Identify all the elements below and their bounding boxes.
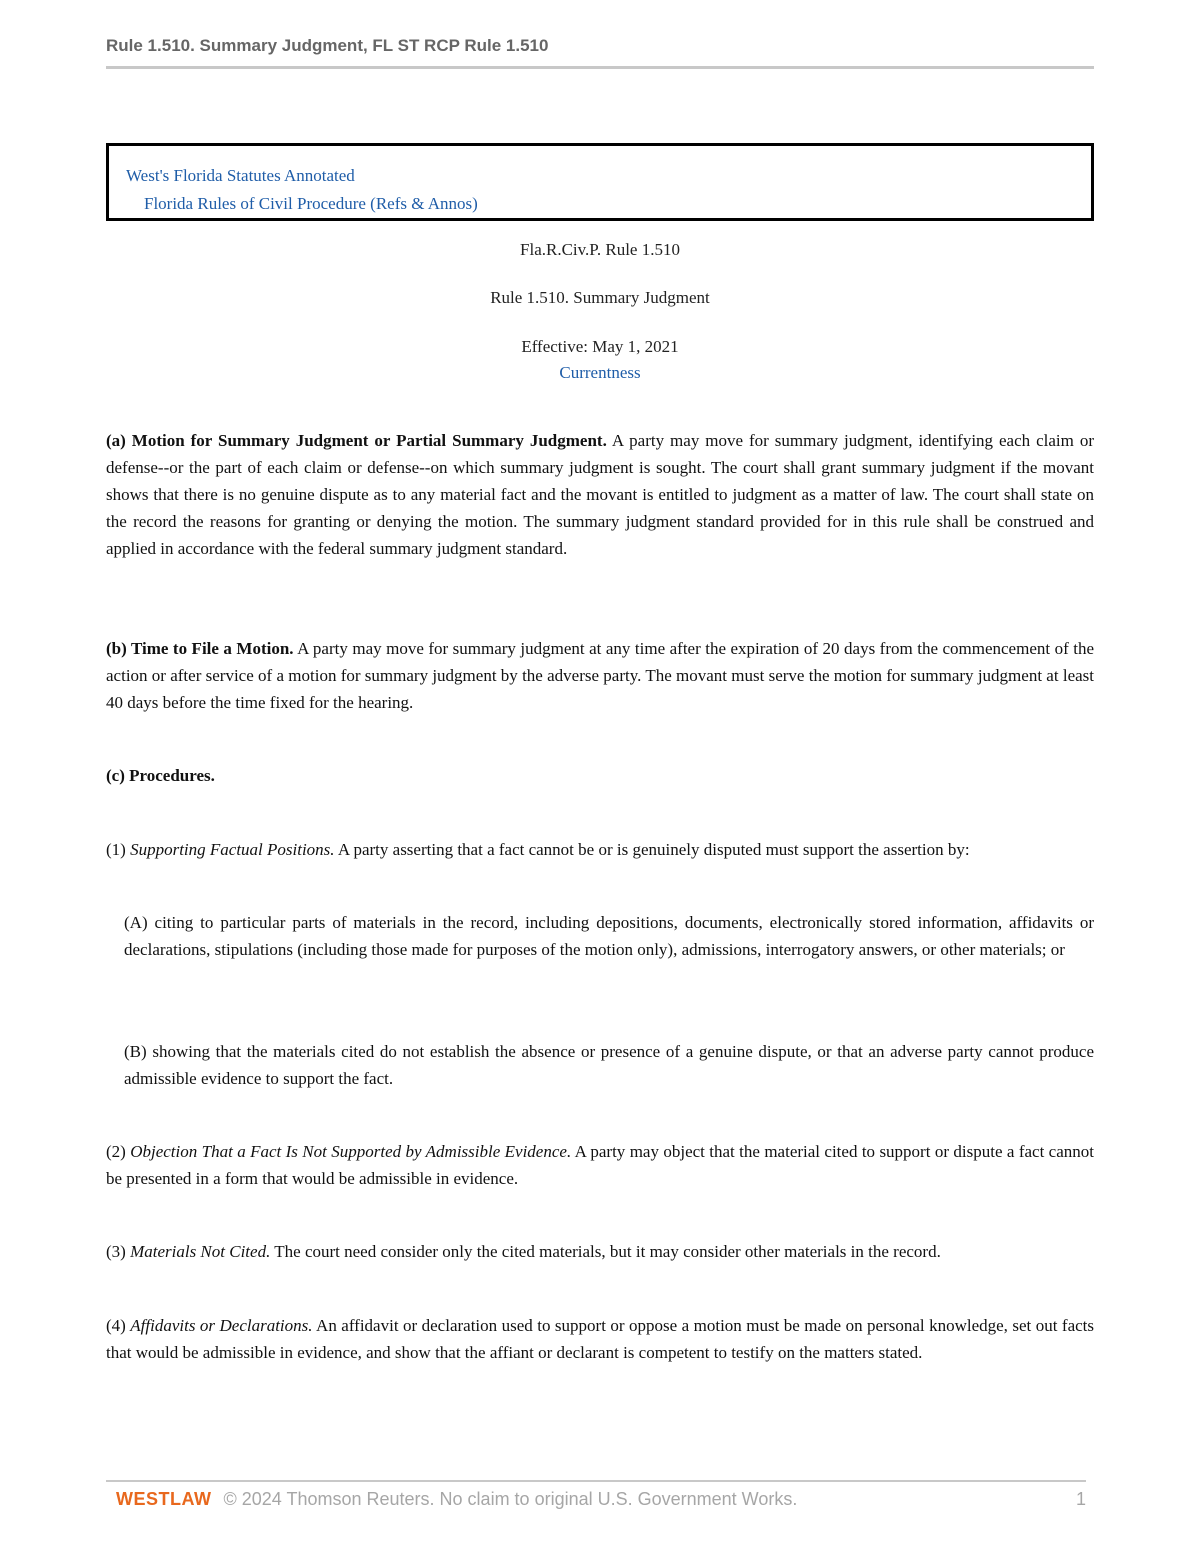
source-link-statutes[interactable]: West's Florida Statutes Annotated (126, 166, 355, 185)
westlaw-logo: WESTLAW (116, 1489, 212, 1509)
copyright-text: © 2024 Thomson Reuters. No claim to original U.S. Government Works. (223, 1489, 798, 1509)
c3-title: Materials Not Cited. (130, 1242, 271, 1261)
paragraph-c1-B: (B) showing that the materials cited do not establish the absence or presence of a genuine dispute, or that an adverse party cannot produce admissible evidence to support the fact. (124, 1042, 1094, 1088)
paragraph-c3 (106, 1238, 1094, 1265)
section-a (106, 427, 1094, 562)
source-box (106, 143, 1094, 221)
c2-title: Objection That a Fact Is Not Supported by Admissible Evidence. (130, 1142, 572, 1161)
paragraph-c1 (106, 836, 1094, 863)
section-b-text: A party may move for summary judgment at any time after the expiration of 20 days from the commencement of the action or after service of a motion for summary judgment by the adverse party. The movant must serve the motion for summary judgment at least 40 days before the time fixed for the hearing. (106, 639, 1094, 712)
section-c (106, 762, 1094, 789)
footer-divider (106, 1480, 1086, 1482)
footer (116, 1489, 797, 1510)
c3-text: The court need consider only the cited materials, but it may consider other materials in the record. (270, 1242, 941, 1261)
citation: Fla.R.Civ.P. Rule 1.510 (520, 240, 680, 259)
c1-title: Supporting Factual Positions. (130, 840, 335, 859)
c1-number: (1) (106, 840, 131, 859)
paragraph-c1-A: (A) citing to particular parts of materials in the record, including depositions, documents, electronically stored information, affidavits or declarations, stipulations (including those made for purposes of the motion only), admissions, interrogatory answers, or other materials; or (124, 913, 1094, 959)
currentness-line (106, 363, 1094, 383)
c4-text: An affidavit or declaration used to support or oppose a motion must be made on personal knowledge, set out facts that would be admissible in evidence, and show that the affiant or declarant is competent to testify on the matters stated. (106, 1316, 1095, 1362)
header-divider (106, 66, 1094, 69)
c1-text: A party asserting that a fact cannot be or is genuinely disputed must support the assertion by: (334, 840, 970, 859)
section-a-text: A party may move for summary judgment, identifying each claim or defense--or the part of each claim or defense--on which summary judgment is sought. The court shall grant summary judgment if the movant shows that there is no genuine dispute as to any material fact and the movant is entitled to judgment as a matter of law. The court shall state on the record the reasons for granting or denying the motion. The summary judgment standard provided for in this rule shall be construed and applied in accordance with the federal summary judgment standard. (106, 431, 1094, 558)
paragraph-c4 (106, 1312, 1094, 1366)
c2-number: (2) (106, 1142, 131, 1161)
section-a-heading: (a) Motion for Summary Judgment or Partial Summary Judgment. (106, 431, 607, 450)
c4-number: (4) (106, 1316, 131, 1335)
paragraph-c2 (106, 1138, 1094, 1192)
section-c-heading: (c) Procedures. (106, 766, 215, 785)
effective-date: Effective: May 1, 2021 (521, 337, 679, 356)
c2-text: A party may object that the material cited to support or dispute a fact cannot be presented in a form that would be admissible in evidence. (106, 1142, 1094, 1188)
page-title: Rule 1.510. Summary Judgment, FL ST RCP Rule 1.510 (106, 36, 549, 55)
c4-title: Affidavits or Declarations. (130, 1316, 313, 1335)
page-number: 1 (1076, 1489, 1087, 1509)
c3-number: (3) (106, 1242, 131, 1261)
source-link-rules[interactable]: Florida Rules of Civil Procedure (Refs & Annos) (144, 194, 478, 213)
section-b (106, 635, 1094, 716)
currentness-link[interactable]: Currentness (559, 363, 641, 382)
section-b-heading: (b) Time to File a Motion. (106, 639, 294, 658)
rule-title: Rule 1.510. Summary Judgment (490, 288, 710, 307)
